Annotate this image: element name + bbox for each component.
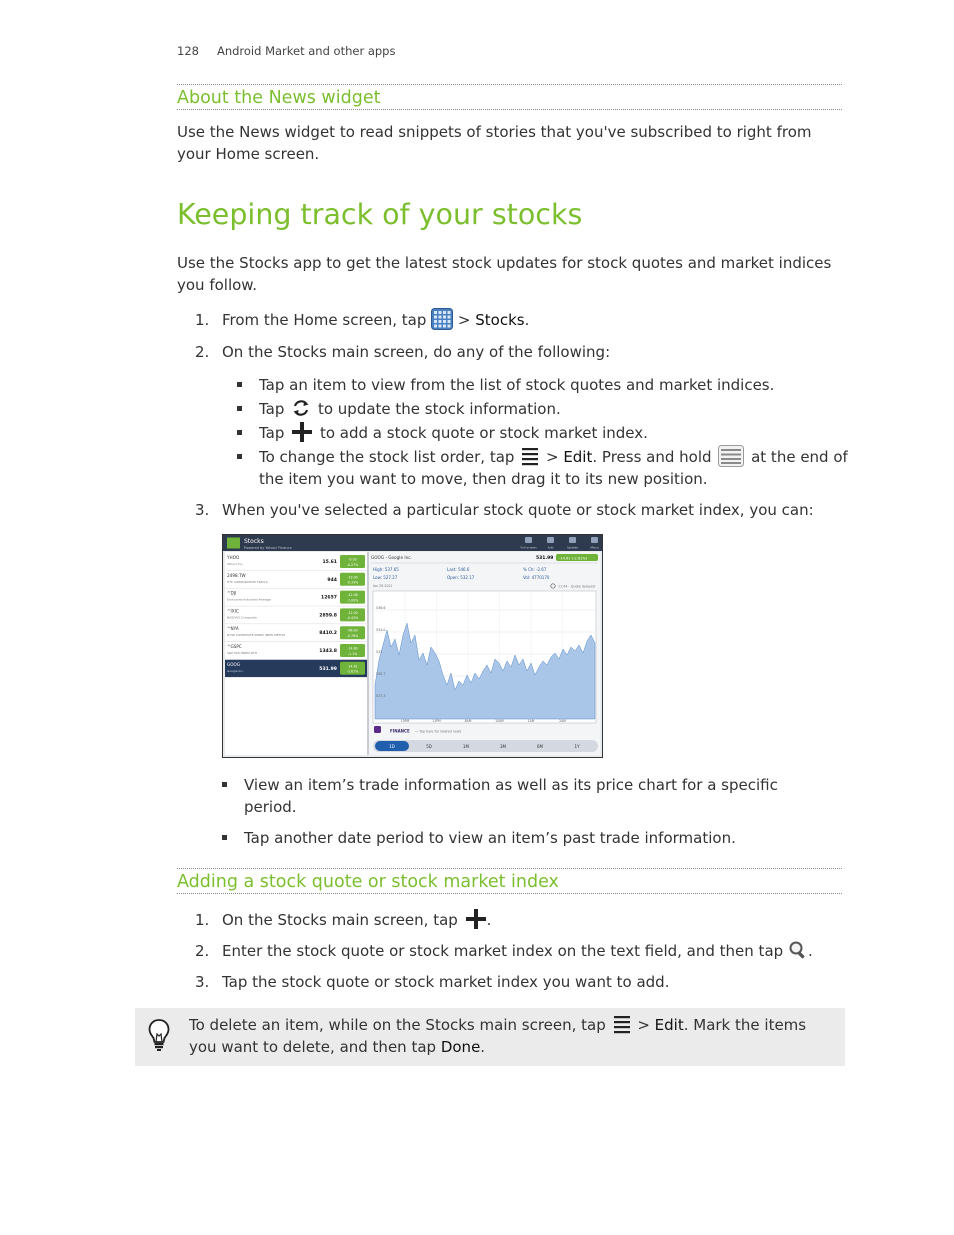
stock-price: 8410.2 <box>319 631 337 637</box>
period-tab-label[interactable]: 1Y <box>574 743 580 749</box>
step-text: On the Stocks main screen, tap <box>222 911 458 929</box>
stock-symbol: YHOO <box>227 555 240 560</box>
stock-name: Dow Jones Industrial Average <box>227 597 271 602</box>
stocks-app-screenshot <box>222 534 603 758</box>
step-number: 3. <box>195 973 210 991</box>
ui-term-edit: Edit <box>654 1016 684 1034</box>
stock-symbol: ^DJI <box>227 590 237 596</box>
y-tick-label: 534.0 <box>376 628 386 632</box>
app-title: Stocks <box>244 538 264 545</box>
step-number: 3. <box>195 501 210 519</box>
period-tab-label[interactable]: 1D <box>389 743 395 749</box>
stock-pct: -0.78% <box>346 634 359 638</box>
finance-note: — Tap here for related news <box>415 729 462 734</box>
finance-brand: FINANCE <box>390 728 410 734</box>
stock-change: -66.00 <box>347 628 358 633</box>
bullet-marker <box>237 382 242 387</box>
punct: . <box>524 311 530 329</box>
ui-term-edit: Edit <box>563 448 593 466</box>
bullet-marker <box>237 430 242 435</box>
stock-change: -14.60 <box>347 646 358 651</box>
stock-name: HTC CORPORATION TWD10 <box>227 579 268 584</box>
tip-text-part: . Mark the items you want to delete, and then tap <box>189 1016 807 1056</box>
stock-name: Yahoo! Inc. <box>227 562 244 566</box>
separator: > <box>632 1016 655 1034</box>
bullet-text: Tap <box>259 400 285 418</box>
news-body: Use the News widget to read snippets of stories that you've subscribed to right from your Home screen. <box>177 123 812 163</box>
lightbulb-icon <box>147 1018 171 1052</box>
search-icon <box>788 940 808 960</box>
section-title-news: About the News widget <box>177 84 842 110</box>
stock-list <box>225 553 367 677</box>
stock-name: S&P 500 INDEX,RTH <box>227 651 257 655</box>
panel-divider <box>367 552 369 755</box>
bullet-text: To change the stock list order, tap <box>259 448 515 466</box>
punct: . <box>480 1038 486 1056</box>
detail-last: Last: 546.6 <box>447 567 470 572</box>
period-tab-label[interactable]: 3M <box>500 743 506 749</box>
stock-change: -19.00 <box>347 575 358 580</box>
stock-name: NASDAQ Composite <box>227 615 257 620</box>
detail-change: -14.61 (-2.61%) <box>559 556 588 561</box>
punct: . <box>807 942 813 960</box>
bullet-text: at the end of the item you want to move, then drag it to its new position. <box>259 448 848 488</box>
stock-symbol: GOOG <box>227 661 241 667</box>
x-tick-label: 10PM <box>400 718 410 723</box>
detail-price: 531.99 <box>536 556 554 561</box>
detail-high: High: 537.65 <box>373 567 399 572</box>
stock-pct: -2.61% <box>346 669 359 674</box>
step-number: 2. <box>195 343 210 361</box>
stock-symbol: ^IXIC <box>227 608 239 614</box>
detail-volume: Vol: 4770170 <box>523 575 550 580</box>
x-tick-label: 8AM <box>464 718 472 723</box>
stock-pct: -0.27% <box>346 562 359 567</box>
yahoo-logo-icon <box>374 726 381 733</box>
step-text: From the Home screen, tap <box>222 311 427 329</box>
toolbar-label: Full screen <box>520 545 537 550</box>
stock-price: 1343.8 <box>319 649 337 654</box>
refresh-icon <box>291 398 311 418</box>
stock-name: Google Inc. <box>227 668 244 673</box>
ui-term-stocks: Stocks <box>475 311 525 329</box>
stocks-app-icon <box>227 538 240 549</box>
stock-name: NYSE COMPOSITE INDEX (NEW METHO <box>227 633 286 638</box>
step-text: On the Stocks main screen, do any of the following: <box>222 343 611 361</box>
page-title: Keeping track of your stocks <box>177 198 583 231</box>
stock-symbol: ^GSPC <box>227 644 242 649</box>
x-tick-label: 10AM <box>495 718 504 723</box>
tip-box <box>135 1008 845 1066</box>
bullet-text: Tap an item to view from the list of stock quotes and market indices. <box>259 376 775 394</box>
menu-icon <box>613 1014 631 1034</box>
plus-icon <box>465 908 487 930</box>
bullet-marker <box>237 406 242 411</box>
bullet-marker <box>222 782 227 787</box>
bullet-marker <box>237 454 242 459</box>
stock-price: 944 <box>327 577 337 583</box>
step-number: 1. <box>195 311 210 329</box>
bullet-text: . Press and hold <box>592 448 712 466</box>
page-header <box>177 44 395 58</box>
toolbar-icon[interactable] <box>525 537 532 543</box>
bullet-text: Tap another date period to view an item’s past trade information. <box>244 829 736 847</box>
separator: > <box>453 311 476 329</box>
stock-change: -12.00 <box>347 610 358 615</box>
period-tab-label[interactable]: 6M <box>537 743 543 749</box>
stock-change: -14.61 <box>347 664 358 669</box>
bullet-marker <box>222 835 227 840</box>
ui-term-done: Done <box>440 1038 481 1056</box>
step-number: 2. <box>195 942 210 960</box>
detail-pct-change: % Ch: -2.67 <box>523 567 547 572</box>
x-tick-label: 2AM <box>559 718 566 723</box>
period-tab-label[interactable]: 5D <box>426 743 432 749</box>
x-tick-label: 1AM <box>527 718 535 723</box>
chapter-title: Android Market and other apps <box>216 44 396 58</box>
toolbar-label: Menu <box>590 545 599 550</box>
toolbar-label: Add <box>547 545 554 550</box>
step-number: 1. <box>195 911 210 929</box>
stock-change: -12.06 <box>347 593 358 598</box>
bullet-text: View an item’s trade information as well as its price chart for a specific period. <box>244 776 778 816</box>
menu-icon <box>521 446 539 466</box>
stock-pct: -1.1% <box>347 651 358 656</box>
tip-text <box>189 1014 829 1058</box>
drag-handle-icon <box>718 445 744 467</box>
tip-text-part: To delete an item, while on the Stocks main screen, tap <box>189 1016 606 1034</box>
detail-low: Low: 527.27 <box>373 575 398 580</box>
period-tab-label[interactable]: 1M <box>463 743 469 749</box>
stock-price: 15.61 <box>322 560 337 565</box>
y-tick-label: 527.3 <box>376 694 386 698</box>
stock-price: 2859.8 <box>319 613 337 619</box>
x-tick-label: 11PM <box>432 718 441 723</box>
detail-date: Jan 28 2011 <box>373 584 393 588</box>
toolbar-label: Update <box>567 545 578 550</box>
section-title-adding: Adding a stock quote or stock market index <box>177 868 842 894</box>
stock-pct: -1.00% <box>346 598 359 603</box>
stock-symbol: 2498.TW <box>227 572 246 578</box>
detail-title: GOOG - Google Inc. <box>371 555 412 560</box>
toolbar-icon[interactable] <box>591 537 598 543</box>
y-tick-label: 532 <box>376 650 383 654</box>
page-number: 128 <box>177 44 199 58</box>
stocks-intro: Use the Stocks app to get the latest stock updates for stock quotes and market indices you follow. <box>177 254 832 294</box>
y-tick-label: 530.7 <box>376 672 386 676</box>
detail-open: Open: 532.17 <box>447 575 475 580</box>
step-text: Enter the stock quote or stock market index on the text field, and then tap <box>222 942 784 960</box>
y-tick-label: 536.6 <box>376 606 386 610</box>
step-text: Tap the stock quote or stock market index you want to add. <box>222 973 670 991</box>
stock-pct: -0.33% <box>346 580 359 585</box>
app-subtitle: Powered by Yahoo! Finance <box>244 546 292 550</box>
stock-pct: -0.43% <box>346 616 359 621</box>
step-text: When you've selected a particular stock quote or stock market index, you can: <box>222 501 814 519</box>
stock-symbol: ^NYA <box>227 626 239 632</box>
toolbar-icon[interactable] <box>547 537 554 543</box>
separator: > <box>541 448 564 466</box>
all-apps-icon <box>431 308 453 330</box>
detail-time: 11:44 - Quote delayed <box>558 584 595 589</box>
stock-price: 12657 <box>321 595 337 601</box>
bullet-text: Tap <box>259 424 285 442</box>
bullet-text: to add a stock quote or stock market index. <box>319 424 648 442</box>
bullet-text: to update the stock information. <box>317 400 561 418</box>
stock-price: 531.99 <box>319 666 337 672</box>
toolbar-icon[interactable] <box>569 537 576 543</box>
plus-icon <box>291 421 313 443</box>
stock-change: -0.03 <box>348 557 357 562</box>
stocks-app-render <box>223 535 602 757</box>
punct: . <box>486 911 492 929</box>
